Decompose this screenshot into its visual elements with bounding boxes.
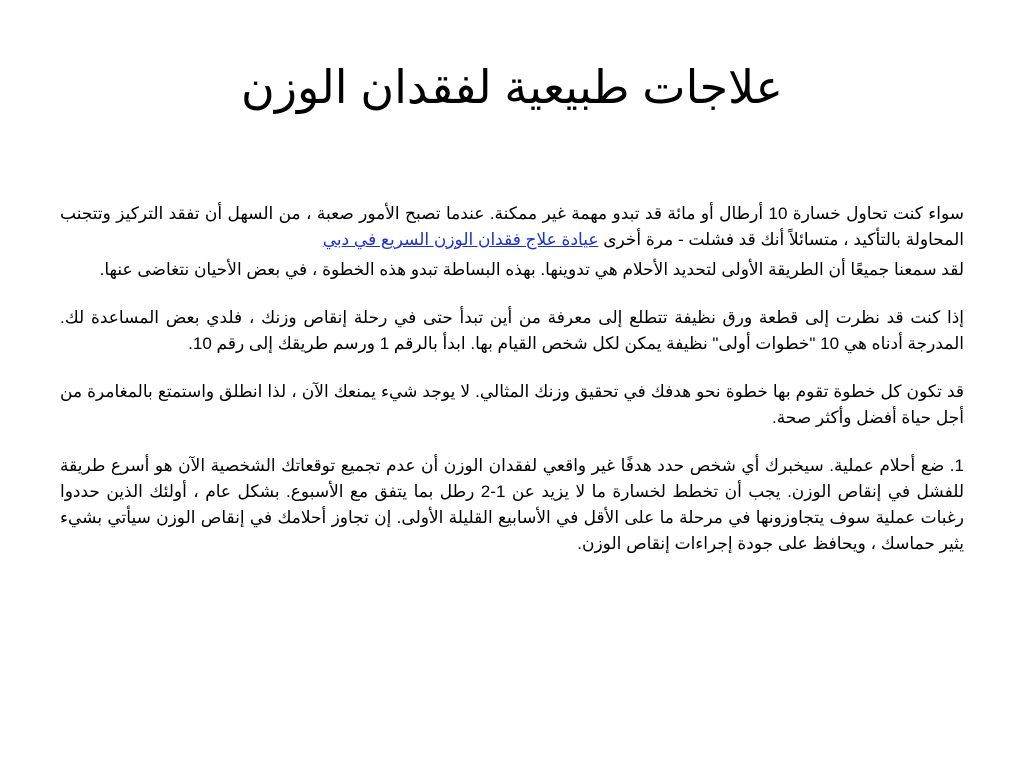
weight-loss-clinic-link[interactable]: عيادة علاج فقدان الوزن السريع في دبي xyxy=(322,230,599,249)
paragraph-write-dreams: لقد سمعنا جميعًا أن الطريقة الأولى لتحديد الأحلام هي تدوينها. بهذه البساطة تبدو هذه الخطوة ، في بعض الأحيان نتغاضى عنها. xyxy=(99,260,964,279)
paragraph-intro-text: سواء كنت تحاول خسارة 10 أرطال أو مائة قد تبدو مهمة غير ممكنة. عندما تصبح الأمور صعبة ، من السهل أن تفقد التركيز وتتجنب المحاولة بالتأكيد ، متسائلاً أنك قد فشلت - مرة أخرى xyxy=(60,204,964,249)
paragraph-first-steps: إذا كنت قد نظرت إلى قطعة ورق نظيفة تتطلع إلى معرفة من أين تبدأ حتى في رحلة إنقاص وزنك ، فلدي بعض المساعدة لك. المدرجة أدناه هي 10 "خطوات أولى" نظيفة يمكن لكل شخص القيام بها. ابدأ بالرقم 1 ورسم طريقك إلى رقم 10. xyxy=(60,308,964,353)
paragraph-step-one: 1. ضع أحلام عملية. سيخبرك أي شخص حدد هدفًا غير واقعي لفقدان الوزن أن عدم تجميع توقعاتك الشخصية الآن هو أسرع طريقة للفشل في إنقاص الوزن. يجب أن تخطط لخسارة ما لا يزيد عن 1-2 رطل بما يتفق مع الأسبوع. بشكل عام ، أولئك الذين حددوا رغبات عملية سوف يتجاوزونها في مرحلة ما على الأقل في الأسابيع القليلة الأولى. إن تجاوز أحلامك في إنقاص الوزن سيأتي بشيء يثير حماسك ، ويحافظ على جودة إجراءات إنقاص الوزن. xyxy=(60,456,965,553)
paragraph-goal: قد تكون كل خطوة تقوم بها خطوة نحو هدفك في تحقيق وزنك المثالي. لا يوجد شيء يمنعك الآن ، لذا انطلق واستمتع بالمغامرة من أجل حياة أفضل وأكثر صحة. xyxy=(60,382,964,427)
slide-title: علاجات طبيعية لفقدان الوزن xyxy=(241,61,783,113)
paragraph-intro xyxy=(60,201,964,253)
slide-body xyxy=(60,201,964,557)
